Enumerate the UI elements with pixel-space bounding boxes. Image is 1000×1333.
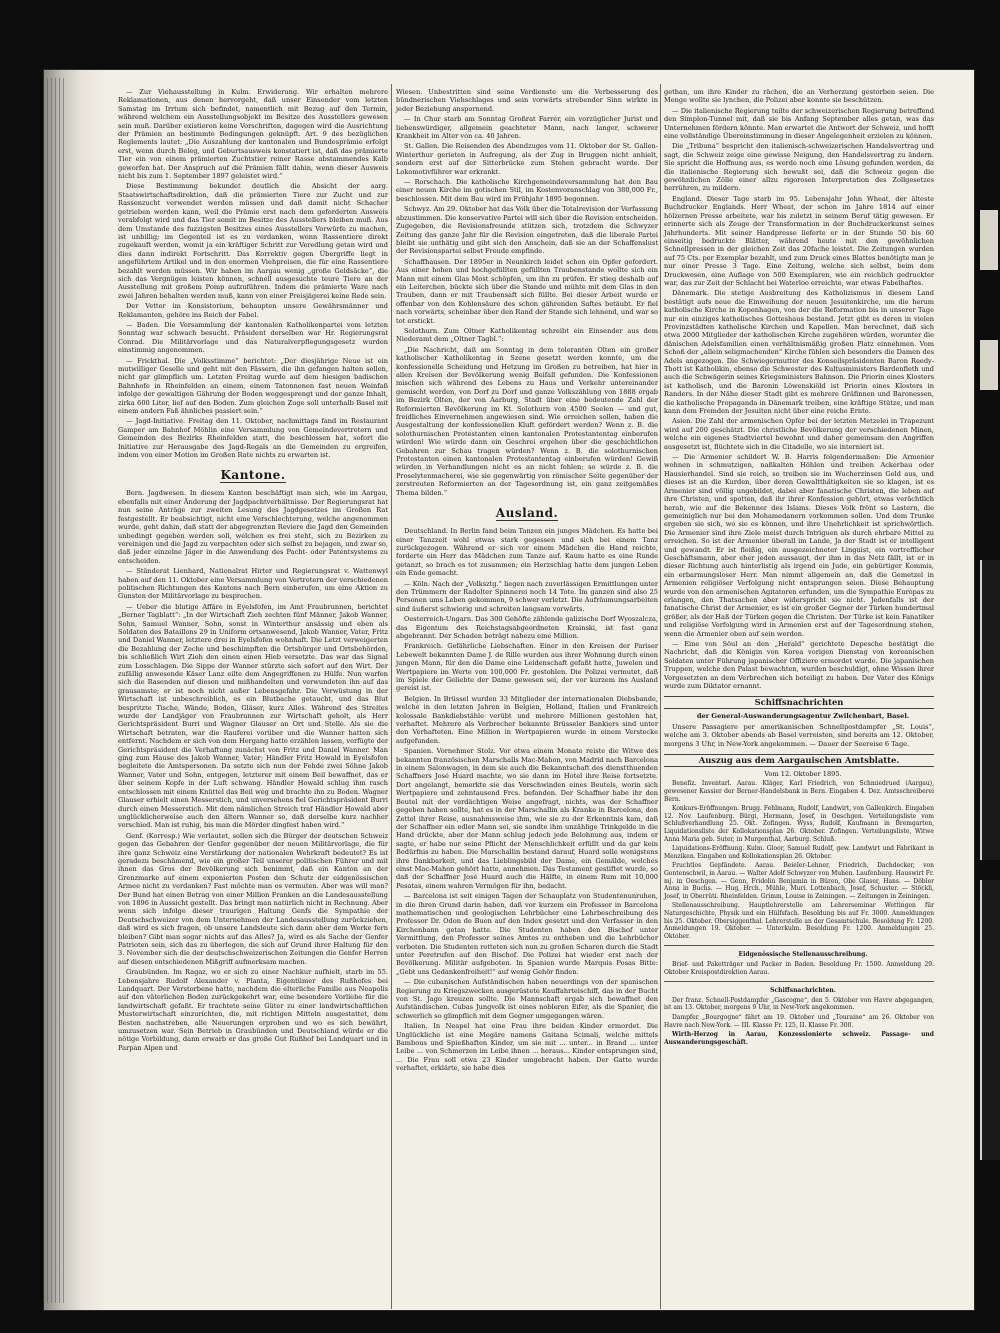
article-jagd-initiative: — Jagd-Initiative. Freitag den 11. Oktober, nachmittags fand im Restaurant Gamper am Bahnhof Möhlin eine Versammlung von Gemeindevertretern und Gemeinden des Bezirks Rheinfelden statt, die beschlossen hat, sofort die Initiative zur Herausgabe des Jagd-Regals an die Gemeinden zu ergreifen, indem von einer Motion im Großen Rate nichts zu erwarten ist.: [118, 417, 388, 460]
page-edge-stack: [47, 78, 67, 1303]
article-eyelsfofen: — Ueber die blutige Affäre in Eyelsfofen, im Amt Fraubrunnen, berichtet „Berner Tagblatt“: „In der Wirtschaft Zieh zechten fünf Männer, Jakob Wanner, Sohn, Samuel Wanner, Sohn, sonst in Winterthur ansässig und eben als Soldaten des Bataillons 29 in Uniform ortsanwesend, Jakob Wanner, Vater, Fritz und Daniel Wanner, letztere drei in Eyelsfofen wohnhaft. Die Letzt verweigerten die Bezahlung der Zeche und beschimpften die Ortsbürger und Ortsbehörden, bis schließlich Wirt Zieh den einen einen Hieb versetzte. Das war das Signal zum Losschlagen. Die Sippe der Wanner stürzte sich sofort auf den Wirt. Der zufällig anwesende Käser Lanz eilte dem Angegriffenen zu Hülfe. Nun warfen sich die Rasenden auf diesen und mißhandelten und verwundeten ihn auf das grausamste; er ist noch nicht außer Lebensgefahr. Die Verwüstung in der Wirtschaft ist unbeschreiblich, es ein Blutbache getaucht, und das Blut bespritzte Tische, Wände, Boden, Gläser, kurz Alles. Während des Streites wurde der Landjäger von Fraubrunnen zur Wirtschaft geholt, als Herr Gerichtspräsident Burri und Wagner Glauser an Ort und Stelle. Als sie die Wirtschaft betraten, war die Rauferei vorüber und die Wanner hatten sich entfernt. Nachdem er sich von dem Hergang hatte erzählen lassen, verfügte der Gerichtspräsident die Verhaftung zunächst von Fritz und Daniel Wanner. Man ging zum Hause des Jakob Wanner, Vater; Händler Fritz Howald in Eyelsfofen begleitete die Amtspersonen. Da setzte sich nun der Fehde zwei Söhne Jakob Wanner, Vater und Sohn, entgegen, letzterer mit einem Beil bewaffnet, das er über seinem Kopfe in der Luft schwang. Händler Howald schlug ihm rasch entschlossen mit einem Knüttel das Beil weg und brachte ihn zu Boden. Wagner Glauser erhielt einen Messerstich, und unversehens fiel Gerichtspräsident Burri durch einen Messerstich. Mit dem nämlichen Streich traf Händler Howald aber unglücklicherweise auch den ältern Wanner so, daß derselbe kurz nachher verschied. Man ist ruhig, bis man die Mörder dingfest haben wird.“: [118, 602, 388, 830]
column-rule-1: [391, 84, 392, 1309]
adjacent-page-fragment: [980, 560, 1000, 860]
article-frankreich: Frankreich. Gefährliche Liebschaften. Einer in den Kreisen der Pariser Lebewelt bekannten Dame J. de Rille wurden aus ihrer Wohnung durch einen jungen Mann, für den die Dame eine Leidenschaft gefaßt hatte, Juwelen und Wertpapiere im Werte von 100,000 Fr. gestohlen. Die Polizei vermutet, daß im Spiele der Geliebte der Dame gewesen sei, der vor kurzem ins Ausland gereist ist.: [396, 642, 658, 693]
notice-st-louis: Unsere Passagiere per amerikanischen Schnellpostdampfer „St. Louis“, welche am 3. Oktober abends ab Basel verreisten, sind bereits am 12. Oktober, morgens 3 Uhr, in New-York angekommen. — Dauer der Seereise 6 Tage.: [664, 722, 934, 748]
article-barcelona: — Barcelona ist seit einigen Tagen der Schauplatz von Studentenunruhen, in die ihren Grund darin haben, daß vor kurzem ein Professor in Barcelona mathematischen und geologischen Lehrbücher eine Lehrbeschreibung des Professor Dr. Odon de Buen auf den Index gesetzt und den Verfasser in den Kirchenbann getan hatte. Die Studenten haben den Bischof unter Vermittlung, den Professor seines Amtes zu entheben und die Lehrbücher verboten. Die Studenten rotteten sich nun zu großen Scharen durch die Stadt unter Peretrufen auf den Bischof. Die Polizei hat wieder erst nach der Bevölkerung. Militär aufgeboten. In Spanien wurde Marquis Posas Bitte: „Gebt uns Gedankenfreiheit!“ auf wenig Gehör finden.: [396, 892, 658, 976]
article-st-gallen: St. Gallen. Die Reisenden des Abendzuges vom 11. Oktober der St. Gallen-Winterthur gerieten in Aufregung, als der Zug in Bruggen nicht anhielt, sondern erst auf der Sitterbrücke zum Stehen gebracht wurde. Der Lokomotivführer war erkrankt.: [396, 142, 658, 176]
notice-stellen: Stellenausschreibung. Hauptlehrerstelle am Lehrerseminar Wettingen für Naturgeschichte, Physik und ein Hülfsfach. Besoldung bis auf Fr. 3000. Anmeldungen bis 25. Oktober. Obersiggenthal. Lehrerstelle an der Gesamtschule. Besoldung Fr. 1200. Anmeldungen 19. Oktober. — Unterkulm. Besoldung Fr. 1200. Anmeldungen 25. Oktober.: [664, 902, 934, 940]
article-schwyz: Schwyz. Am 29. Oktober hat das Volk über die Totalrevision der Verfassung abzustimmen. Die konservative Partei will sich über die Revision entscheiden. Zugegeben, die Revisionsfreunde stützen sich, trotzdem die Schwyzer Zeitung das ganze Jahr für die Revision eingetreten, daß die liberale Partei bleibt sie unthätig und gibt sich den Anschein, daß sie an der Schaffenslust der Revisionspartei selbst Freude empfinde.: [396, 205, 658, 256]
column-2: [396, 88, 658, 1075]
notice-brieftraeger: Brief- und Paketträger und Packer in Baden. Besoldung Fr. 1500. Anmeldung 29. Oktober Kreispostdirektion Aarau.: [664, 960, 934, 976]
article-graubuenden: Graubünden. Im Ragaz, wo er sich zu einer Nachkur aufhielt, starb im 55. Lebensjahre Rudolf Alexander v. Planta, Eigentümer des Rußhofes bei Landquart. Der Verstorbene hatte, nachdem die elterliche Familie aus Neapolis auf den väterlichen Boden zurückgekehrt war, eine besondere Vorliebe für die landwirtschaft gefaßt. Er trachtete seine Güter zu einer landwirtschaftlichen Musterwirtschaft einzurichten, die, mit richtigen Mitteln ausgestattet, dem Besten nachstreben, alle Neuerungen erproben und wo es sich bewährt, umzusetzen war. Sein Betrieb in Graubünden und Deutschland würde er die nötige Vorbildung, dann erwarb er das große Gut Rußhof bei Landquart und in Parpan Alpen und: [118, 968, 388, 1052]
column-rule-2: [660, 84, 661, 1309]
heading-amtsblatt: Auszug aus dem Aargauischen Amtsblatte.: [664, 754, 934, 767]
article-italien: Italien. In Neapel hat eine Frau ihre beiden Kinder ermordet. Die Unglückliche ist eine Megäre namens Gaitana Scimali, welche mittels Bambous und Spießhaften Kinder, um sie mit ... unter... in Brand ... unter Leibe ... von Schmerzen im Leibe ihnen ... heraus... Kinder entsprungen sind, ... Die Frau soll etwa 23 Kinder umgebracht haben. Der Gatte wurde verhaftet, erklärte, sie habe dies: [396, 1022, 658, 1073]
adjacent-page-fragment: [980, 340, 998, 390]
amtsblatt-date: Vom 12. Oktober 1895.: [764, 770, 842, 779]
notice-gascogne: Der franz. Schnell-Postdampfer „Gascogne“, den 5. Oktober von Havre abgegangen, ist am 13. Oktober, morgens 9 Uhr, in New-York angekommen.: [664, 996, 934, 1012]
article-asien: Asien. Die Zahl der armenischen Opfer bei der letzten Metzelei in Trapezunt wird auf 200 geschätzt. Die christliche Bevölkerung der verschiedenen Minen, welche ein eigenes Stadtviertel bewohnt und daher gemeinsam den Angriffen ausgesetzt ist, flüchtete sich in die Citadelle, wo sie interniert ist.: [664, 417, 934, 451]
article-viehausstellung-cont: Diese Bestimmung bekundet deutlich die Absicht der aarg. Staatswirtschaftsdirektion, daß die prämierten Tiere zur Zucht und zur Rassenzucht verwendet werden müssen und daß damit nicht Schacher getrieben werden kann, weil die Prämie erst nach dem geforderten Ausweis verabfolgt wird und das Tier somit im Besitze des Ausstellers bleiben muß. Aus dem Umstande des fuzzigsten Besitzes eines Ausstellers Vorwürfe zu machen, ist unbillig; im Gegenteil ist es zu verdanken, wenn Rassentiere direkt zugekauft werden, womit ja ein kräftiger Schritt zur Veredlung getan wird und dies dann indirekt Fortschritt. Das Korrektiv gegen Übergriffe liegt in angeführtem Artikel und in den enormen Viehpreisen, die für eine Rassentiere bezahlt werden müssen. Wir haben im Aargau wenig „große Geldsäcke“, die sich das Vergnügen leisten können, schnell ausgesuchte teure Tiere an der Ausstellung mit großem Pomp aufzuführen. Indem die prämierte Ware nach zwei Jahren behalten werden muß, kann von einer Preisjägerei keine Rede sein.: [118, 182, 388, 300]
article-baden: — Baden. Die Versammlung der kantonalen Katholikenpartei vom letzten Sonntag war schwach besucht. Präsident derselben war Hr. Regierungsrat Conrad. Die Militärvorlage und das Naturalverpflegungsgesetz wurden einstimmig angenommen.: [118, 320, 388, 355]
column-1: [118, 88, 388, 1054]
article-deutschland: Deutschland. In Berlin fand beim Tanzen ein junges Mädchen. Es hatte bei einer Tanzzeit wohl etwas stark gegessen und sich bei einem Tanz zurückgezogen. Während er sich vor einem Mädchen die Hand reichte, forderte ein Herr das Mädchen zum Tanze auf. Kaum hatte es eine Runde getanzt, so brach es tot zusammen; ein Herzschlag hatte dem jungen Leben ein Ende gemacht.: [396, 527, 658, 578]
notice-liquidation: Liquidations-Eröffnung. Kulm. Gloor, Samuel Rudolf, gew. Landwirt und Fabrikant in Menziken. Eingaben und Kollokationsplan 26. Oktober.: [664, 845, 934, 860]
divider: [664, 945, 934, 946]
article-tribuna: Die „Tribuna“ bespricht den italienisch-schweizerischen Handelsvertrag und sagt, die Schweiz zeige eine gewisse Neigung, den Handelsvertrag zu ändern. Sie spricht die Hoffnung aus, es werde noch eine Lösung gefunden werden, da die italienische Regierung sich bewußt sei, daß die Schweiz gegen die gewöhnlichen Zölle einer allzu rigorosen Interpretation des Zollgesetzes herrühren, zu mildern.: [664, 142, 934, 193]
article-viehausstellung: — Zur Viehausstellung in Kulm. Erwiderung. Wir erhalten mehrere Reklamationen, aus denen hervorgeht, daß unser Einsender vom letzten Samstag im Irrtum sich befindet, namentlich mit Bezug auf den Termin, während welchem ein Ausstellungsobjekt im Besitze des Ausstellers gewesen sein muß. Darüber existieren keine Vorschriften, dagegen wird die Ausrichtung der Prämien an bestimmte Bedingungen geknüpft. Art. 9 des bezüglichen Reglements lautet: „Die Auszahlung der kantonalen und Bundesprämie erfolgt erst, wenn durch Beleg, und Geburtsausweis konstatiert ist, daß das prämierte Tier ein von einem prämierten Zuchtstier reiner Rasse abstammendes Kalb geworfen hat. Der Anspruch auf die Prämien fällt dahin, wenn dieser Ausweis nicht bis zum 1. September 1897 geleistet wird.“: [118, 88, 388, 181]
article-bern: Bern. Jagdwesen. In diesem Kanton beschäftigt man sich, wie im Aargau, ebenfalls mit einer Änderung der Jagdpachtverhältnisse. Der Regierungsrat hat nun seine Anträge zur zweiten Lesung des Jagdgesetzes im Großen Rat festgestellt. Er beabsichtigt, nicht eine Verschlechterung, welche angenommen wurde, geht dahin, daß statt der abgegrenzten Reviere die Jagd den Gemeinden unbedingt gegeben werden soll, welchen es frei steht, sich zu Bezirken zu vereinigen und die Jagd zu verpachten oder sich selbst zu bejagen, und zwar so, daß jeder einzelne Jäger in die Anwendung des Pacht- oder Patentsystems zu entscheiden.: [118, 489, 388, 565]
heading-schiffsnachrichten-2: Schiffsnachrichten.: [770, 987, 836, 995]
notice-konkurs: Konkurs-Eröffnungen. Brugg. Fehlmann, Rudolf, Landwirt, von Gallenkirch. Eingaben 12. Nov. Laufenburg. Bürgi, Hermann, Josef, in Oeschgen. Verteilungsliste vom Schlußverhandlung 25. Okt. Zofingen. Wyss, Rudolf, Kaufmann in Bremgarten, Liquidationsliste der Kollokationsplan 26. Oktober. Zofingen. Verteilungsliste, Witwe Anna Maria geb. Suter, in Murgenthal, Aarburg. Schluß.: [664, 805, 934, 843]
article-korea: — Eine von Söul an den „Herald“ gerichtete Depesche bestätigt die Nachricht, daß die Königin von Korea vorigen Dienstag von koreanischen Soldaten unter Führung japanischer Offiziere ermordet wurde. Die japanischen Truppen, welche den Palast bewachten, wurden beschuldigt, ohne Wissen ihrer Vorgesetzten an dem Verbrechen sich beteiligt zu haben. Der Vater des Königs wurde zum Diktator ernannt.: [664, 640, 934, 691]
notice-bourgogne: Dampfer „Bourgogne“ fährt am 19. Oktober und „Touraine“ am 26. Oktober von Havre nach New-York. — III. Klasse Fr. 125, II. Klasse Fr. 300.: [664, 1013, 934, 1029]
article-wiesen: Wiesen. Unbestritten sind seine Verdienste um die Verbesserung des bündnerischen Viehschlages und sein vorwärts strebender Sinn wirkte in jeder Beziehung anspornend.: [396, 88, 658, 113]
article-belgien: Belgien. In Brüssel wurden 33 Mitglieder der internationalen Diebsbande, welche in den letzten Jahren in Belgien, Holland, Italien und Frankreich kolossale Bankdiebstähle verübt und mehrere Millionen gestohlen hat, verhaftet. Mehrere als Verbrecher bekannte Brüsseler Bankiers sind unter den Verhafteten. Eine Million in Wertpapieren wurde in einem Verstecke aufgefunden.: [396, 694, 658, 745]
article-spanien: Spanien. Vornehmer Stolz. Vor etwa einem Monate reiste die Witwe des bekannten französischen Marschalls Mac-Mahon, von Madrid nach Barcelona in einem Salonwagen, in dem sie auch die Bekanntschaft des dienstthuenden Schaffners José Huard machte, wo sie dann im Hotel ihre Reise fortsetzte. Dort angelangt, bemerkte sie das Verschwinden eines Beutels, worin sich Wertpapiere und zehntausend Frcs. befanden. Der Schaffner habe ihr den Beutel mit der verdächtigen Weise angefragt, nichts, was der Schaffner gegeben haben sollte, hat es in der Marschallin als Kranke in Barcelona, den Zettel ihrer Reise, ausnahmsweise ihm, wie sie zu der Erkenntnis kam, daß der Schaffner ein edler Mann sei, sie sandte ihm unzählige Trinkgelde in die Hand drückte, aber der Mann schlug jedoch jede Belohnung aus, indem er sagte, er habe nur seine Pflicht der Menschlichkeit erfüllt und da gar kein Bedürfnis zu haben. Die Marschallin bestand darauf, Huard solle wenigstens ihre Dankbarkeit, und das Lieblingsbild der Dame, ein Gemälde, welches einst Mac-Mahon gehört hatte, annehmen. Das Testament gestiftet wurde, so daß der Schaffner José Huard auch die Hälfte, in einem Rum mit 10,000 Pesatas, einem wahren Vermögen für ihn, bedacht.: [396, 747, 658, 890]
adjacent-page-fragment: [980, 880, 1000, 1160]
heading-schiffsnachrichten: Schiffsnachrichten: [664, 696, 934, 709]
notice-benefiz: Benefiz. Inventarl. Aarau. Kläger, Karl Friedrich, von Schmiedrued (Aargau), gewesener Kassier der Berner-Handelsbank in Bern. Eingaben 4. Dez. Amtsschreiberei Bern.: [664, 780, 934, 803]
subheading-zwilchenbart: der General-Auswanderungsagentur Zwilchenbart, Basel.: [696, 712, 910, 721]
notice-wirth-herzog: Wirth-Herzog in Aarau, Konzessionierte schweiz. Passage- und Auswanderungsgeschäft.: [664, 1031, 934, 1046]
article-italien-cont: gethan, um ihre Kinder zu rächen, die an Verherzung gestorben seien. Die Menge wollte sie lynchen, die Polizei aber konnte sie beschützen.: [664, 88, 934, 105]
article-chur: — In Chur starb am Sonntag Großrat Farrér, ein vorzüglicher Jurist und liebenswürdiger, allgemein geachteter Mann, nach langer, schwerer Krankheit im Alter von ca. 40 Jahren.: [396, 115, 658, 141]
article-viehausstellung-end: Der Vetter im Konsistorium, behaupten unsere Gewährsmänner und Reklamanten, gehöre ins Reich der Fabel.: [118, 302, 388, 319]
article-bern-versammlung: — Ständerat Lienhard, Nationalrat Hirter und Regierungsrat v. Wattenwyl haben auf den 11. Oktober eine Versammlung von Vertretern der verschiedenen politischen Richtungen des Kantons nach Bern einberufen, um eine Aktion zu Gunsten der Militärvorlage zu besprechen.: [118, 567, 388, 601]
section-heading-ausland: Ausland.: [495, 506, 559, 521]
article-schaffhausen: Schaffhausen. Der 1895er in Neunkirch leidet schon ein Opfer gefordert. Aus einer hohen und hochgefüllten gefüllten Traubenstande wollte sich ein Mann mit einem Glas Most schöpfen, um ihn zu prüfen. Er stieg deshalb auf ein Leiterchen, bückte sich über die Stande und mühte mit dem Glas in den Trauben, dann er mit Traubensaft sich füllte. Bei dieser Arbeit wurde er offenbar von den Kohlensäure des schon gährenden Saftes betäubt. Er fiel nach vorwärts, scheinbar über den Rand der Stande sich lehnend, und war so tot erstickt.: [396, 257, 658, 325]
article-frickthal: — Frickthal. Die „Volksstimme“ berichtet: „Der diesjährige Neue ist ein mutwilliger Geselle und geht mit den Fässern, die ihn gefangen halten sollen, nicht gar glimpflich um. Letzten Freitag wurde auf dem hiesigen badischen Bahnhofe in Rheinfelden an einem, einem Tatonnenen fast neuen Weinfaß infolge der gewaltigen Gährung der Boden weggesprengt und der ganze Inhalt, zirka 600 Liter, lief auf den Boden. Zum gleichen Zuge soll unterhalb Basel mit einem andern Faß ähnliches passiert sein.“: [118, 356, 388, 416]
article-simplon: — Die italienische Regierung teilte der schweizerischen Regierung betreffend den Simplon-Tunnel mit, daß sie bis Anfang September alles getan, was das Unternehmen fördern könnte. Man erwartet die Antwort der Schweiz, und hofft eine vollständige Übereinstimmung in dieser Angelegenheit erzielen zu können.: [664, 106, 934, 141]
article-rorschach: — Rorschach. Die katholische Kirchgemeindeversammlung hat den Bau einer neuen Kirche im gotischen Stil, im Kostenvoranschlag von 380,000 Fr., beschlossen. Mit dem Bau wird im Frühjahr 1895 begonnen.: [396, 178, 658, 203]
notice-gepfaendete: Fruchtlos Gepfändete. Aarau. Beieler-Lehner, Friedrich, Dachdecker, von Gontenschwil, in Aarau. — Walter Adolf Schwyzer von Muhen. Laufenburg. Hauswirt Fr. mj. in Oeschgen. — Genn, Fridolin Benjamin in Büren, Obe Glaser, Hans. — Döbler Anna in Buchs. — Hug, Hrch., Mühle, Muri. Lottenbach, Josef, Schuster. — Stöckli, Josef, in Oberrüti. Rheinfelden. Grimm, Louise in Zeiningen. — Zeitungen in Zeiningen.: [664, 862, 934, 900]
article-england: England. Dieser Tage starb im 95. Lebensjahr John Wheat, der älteste Buchdrucker Englands. Herr Wheat, der schon im Jahre 1814 auf einer hölzernen Presse arbeitete, war bis zuletzt in seinem Beruf tätig gewesen. Er erinnerte sich als Zeuge der Transformation in der Buchdruckerkunst seines Jahrhunderts. Mit seiner Handpresse lieferte er in der Stunde 50 bis 60 einseitig bedruckte Blätter, während heute mit den gewöhnlichen Schnellpressen in der gleichen Zeit das 20fache leistet. Die Zeitungen wurden auf 75 Cts. per Exemplar bezahlt, und zum Druck eines Blattes benötigte man je nur einer Presse 3 Tage. Eine Zeitung, welche sich selbst, beim dem Druckwesen, eine Auflage von 500 Exemplaren, wie ein reichlich gedruckter war, das zur Zeit der Schlacht bei Waterloo erreichte, war etwas Fabelhaftes.: [664, 194, 934, 287]
article-koeln: — Köln. Nach der „Volksztg.“ liegen nach zuverlässigen Ermittlungen unter den Trümmern der Radolter Spinnerei noch 14 Tote. Im ganzen sind also 25 Personen ums Leben gekommen, 9 schwer verletzt. Die Aufräumungsarbeiten sind äußerst schwierig und schreiten langsam vorwärts.: [396, 579, 658, 613]
article-armenier: — Die Armenier schildert W. B. Harris folgendermaßen: Die Armenier wohnen in schmutzigen, naßkalten Höhlen und treiben Ackerbau oder Hausierhandel. Sind sie reich, so treiben sie im Wucherzinsen Geld aus, und dieses ist an die Kurden, über deren Gewaltthätigkeiten sie so klagen, ist es Armenier sind völlig ungebildet, dabei aber fanatische Christen, die leben auf ihre Christen, und spotten, daß ihr ihrer Konfession gehört, etwas verächtlich herab, wie auf die Bekenner des Islams. Dieses Volk frönt so Lastern, die gemeiniglich nur bei den Mohamedanern vorkommen sollen. Und dem Trunke ergeben sie sich, wo sie es können, und ihre Unehrlichkeit ist sprichwörtlich. Die Armenier sind ihre Ziele meist durch Intriguen als durch ehrbare Mittel zu erreichen. So ist der Armenier überall im Lande, Ja der Stadt ist er intelligent und gewandt. Er ist fleißig, ein ausgezeichneter Linguist, ein vortrefflicher Geschäftsmann, aber eher jeden aussaugt, der ihm in das Netz fällt, ist er in dieser Richtung auch hinterlistig als irgend ein Jude, ein gebürtiger Kommis, ein erbarmungsloser Herr. Man nimmt allgemein an, daß die Gemetzel in Armenien religiöser Verfolgung nicht entsprungen seien. Diese Behauptung wurde von den armenischen Agitatoren erfunden, um die Sympathie Europas zu erlangen, den Thatsachen aber widerspricht sie nicht. Jedenfalls ist der fanatische Christ der Armenier, es ist ein großer Gegner der Türken hundertmal größer, als der Haß der Türken gegen die Christen. Der Türke ist kein Fanatiker und religiöse Verfolgung wird in Armenien erst auf der Tagesordnung stehen, wenn die Armenier oben auf sein werden.: [664, 453, 934, 638]
article-daenemark: Dänemark. Die stetige Ausbreitung des Katholizismus in diesem Land bestätigt aufs neue die Einweihung der neuen Jesuitenkirche, um die herum katholische Kirche in Kopenhagen, von der die Reformation bis in unserer Tage nur ein einziges katholisches Gotteshaus bestand. Jetzt gibt es deren in vielen Provinzstädten katholische Kirchen und Kapellen. Man berechnet, daß sich etwa 2000 Mitglieder der katholischen Kirche zugehören würden, worunter die dänischen Adelsfamilien einen verhältnismäßig großen Platz einnehmen. Vom Schoß der „allein seligmachenden“ Kirche fühlen sich besonders die Damen des Adels angezogen. Die Schwiegermutter des Konseilspräsidenten Baron Reedy-Thott ist Katholikin, ebenso die Schwester des Kultusministers Bardenfleth und auch die Schwägerin seines Kriegsministers Bahnson. Die Priorin eines Klosters ist katholisch, und die Baronin Löwenskiöld ist Priorin eines Klosters in Randers. In der Nähe dieser Stadt gibt es mehrere Gräfinnen und Baronessen, die katholische Propaganda in Dänemark treiben, eine kräftige Stütze, und man kann dem Fremden der Jesuiten nicht über eine reiche Ernte.: [664, 289, 934, 416]
heading-eidg-stellen: Eidgenössische Stellenausschreibung.: [738, 951, 868, 959]
article-solothurn-quote: „Die Nachricht, daß am Sonntag in dem toleranten Olten ein großer katholischer Katholikentag in Szene gesetzt werden konnte, um die konfessionelle Scheidung und Hetzung im Großen zu betreiben, hat hier in allen Kreisen der Bevölkerung wenig Beifall gefunden. Die Konfessionen mischen sich während des Lebens zu Haus und Verkehr untereinander gemischt werden, von Dorf zu Dorf und ganze Volkszählung von 1888 ergab im Bezirk Olten, der von Aarburg, Stadt über eine bedeutende Zahl der Reformierten Bevölkerung im Kt. Solothurn von 4500 Seelen — und gut, freidliches Einvernehmen angewiesen sind. Wie erreichen sollen, haben die Ausgestaltung der konfessionellen Kluft gefördert werden? Wenn z. B. die solothurnischen Protestanten einen kantonalen Protestantentag einberufen würden! Wie würde dann ein Geschrei ergehen über die geschichtlichen Gebahren zur Schau tragen würden? Wenn z. B. die solothurnischen Protestanten einen kantonalen Protestantentag einberufen würden! Gewiß würden in Verhandlungen nicht es an nicht fehlen; so würde z. B. die Proselytenmacherei, wie sie gegenwärtig von römischer Seite gegenüber der zerstreuten Reformierten an der Tagesordnung ist, ein ganz zeitgemäßes Thema bilden.“: [396, 345, 658, 497]
divider: [664, 981, 934, 982]
adjacent-page-fragment: [980, 210, 998, 270]
article-oesterreich: Oesterreich-Ungarn. Das 300 Gehöfte zählende galizische Dorf Wyoszalcza, das Eigentum des Reichstagsabgeordneten Krainski, ist fast ganz abgebrannt. Der Schaden beträgt nahezu eine Million.: [396, 615, 658, 640]
article-solothurn: Solothurn. Zum Oltner Katholikentag schreibt ein Einsender aus dem Niederamt dem „Oltner Tagbl.“:: [396, 326, 658, 344]
section-heading-kantone: Kantone.: [220, 468, 286, 483]
article-cuba: — Die cubanischen Aufständischen haben neuerdings von der spanischen Regierung zu Kriegszwecken ausgerüstete Kauffahrteischiff, das in der Bucht von St. Jago kreuzen sollte. Die Mannschaft ergab sich bewaffnet den Aufständischen. Cubas Jungvolk ist eines nobleren Eifer, als die Spanier, die schwerlich so glimpflich mit dem Gegner umgegangen wären.: [396, 978, 658, 1020]
column-3: [664, 88, 934, 1048]
article-genf: Genf. (Korresp.) Wie verlautet, sollen sich die Bürger der deutschen Schweiz gegen das Gebahren der Genfer gegenüber der neuen Militärvorlage, die für ihre ganz Schweiz eine Verstärkung der nationalen Wehrkraft bedeutet? Es ist geradezu beschämend, wie ein großer Teil unserer politischen Führer und mit ihnen das Gros der Bevölkerung sich benimmt, daß ein Kanton an der Grenzmarke auf einem exponierten Posten den Schutz der eidgenössischen Armee nicht zu verdanken? Fast möchte man es vermuten. Aber was will man? Der Bund hat einen Betrag von einer Million Franken an die Landesausstellung von 1896 in Aussicht gestellt. Das bringt man natürlich nicht in Rechnung. Aber wenn sich infolge dieser traurigen Haltung Genfs die Sympathie der Deutschschweizer von dem Unternehmen der Landesausstellung zurückziehen, daß wird es sich fragen, ob unsere Landsleute sich dann aber dem Werke fern bleiben? Gibt man sogar nichts auf das Alles? Ja, wird es als Sache der Genfer Patrioten sein, sich das zu überlegen, die sich auf Grund ihrer Haltung für den 3. November sich die der deutschschweizerischen Zeitungen die Genfer Herren auf diesen entschiedenen Mißgriff aufmerksam machen.: [118, 831, 388, 966]
